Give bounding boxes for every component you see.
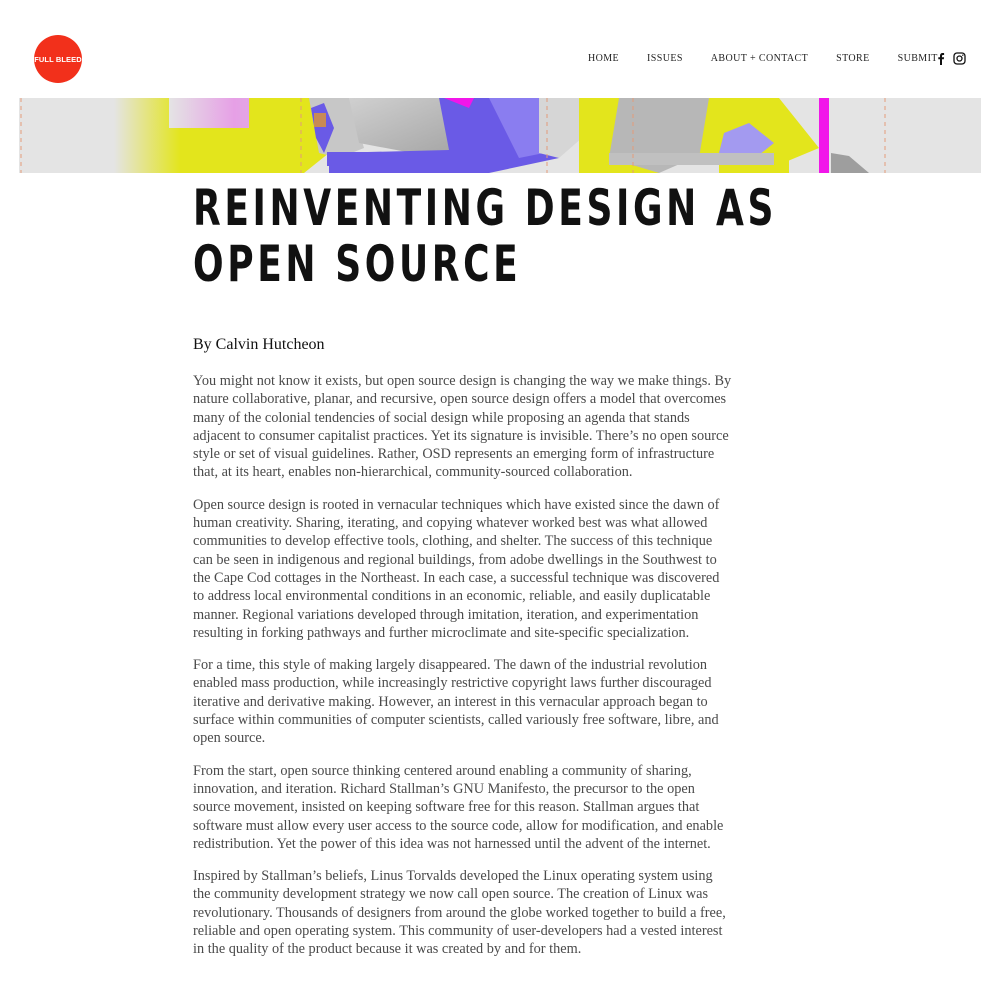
site-header [0,0,1000,98]
logo-text: FULL BLEED [34,54,82,64]
social-links [935,52,972,65]
article-paragraph: You might not know it exists, but open source design is changing the way we make things. By nature collaborative, planar, and recursive, open source design offers a model that overcomes many of the colonial tendencies of social design while proposing an agenda that stands adjacent to consumer capitalist practices. Yet its signature is invisible. There’s no open source style or set of visual guidelines. Rather, OSD represents an emerging form of infrastructure that, at its heart, enables non-hierarchical, community-sourced collaboration. [193,373,732,481]
article-paragraph: Open source design is rooted in vernacular techniques which have existed since the dawn of human creativity. Sharing, iterating, and copying whatever worked best was what allowed communities to develop effective tools, clothing, and shelter. The success of this technique can be seen in indigenous and regional buildings, from adobe dwellings in the Southwest to the Cape Cod cottages in the Northeast. In each case, a successful technique was discovered to address local environmental conditions in an economic, reliable, and easily duplicatable manner. Regional variations developed through imitation, iteration, and experimentation resulting in forking pathways and further microclimate and site-specific specialization. [193,496,720,641]
nav-home[interactable]: HOME [588,53,620,64]
nav-store[interactable]: STORE [836,53,870,64]
article-title-line-1: REINVENTING DESIGN AS [193,179,777,237]
article-paragraph: From the start, open source thinking centered around enabling a community of sharing, innovation, and iteration. Richard Stallman’s GNU Manifesto, the precursor to the open source movement, insisted on keeping software free for this reason. Stallman argues that software must allow every user access to the source code, allow for modification, and enable redistribution. Yet the power of this idea was not harnessed until the advent of the internet. [193,762,724,852]
hero-banner-image [19,98,981,173]
nav-about-contact[interactable]: ABOUT + CONTACT [710,53,809,64]
article-title [193,180,777,292]
article-paragraph: Inspired by Stallman’s beliefs, Linus Torvalds developed the Linux operating system using the community development strategy we now call open source. The creation of Linux was revolutionary. Thousands of designers from around the globe worked together to build a free, reliable and open operating system. This community of user-developers had a vested interest in the quality of the product because it was created by and for them. [193,868,726,958]
article-title-line-2: OPEN SOURCE [193,235,522,293]
article-paragraph: For a time, this style of making largely disappeared. The dawn of the industrial revolution enabled mass production, while increasingly restrictive copyright laws further discouraged iterative and derivative making. However, an interest in this vernacular approach began to surface within communities of computer scientists, called variously free software, libre, and open source. [193,657,719,747]
site-logo[interactable] [34,35,82,83]
nav-issues[interactable]: ISSUES [647,53,683,64]
facebook-icon[interactable] [935,52,947,65]
hero-banner-art [19,98,981,173]
article-byline: By Calvin Hutcheon [193,336,325,353]
instagram-icon[interactable] [953,52,966,65]
nav-submit[interactable]: SUBMIT [897,53,938,64]
article-body [193,372,733,973]
main-nav [588,53,966,64]
